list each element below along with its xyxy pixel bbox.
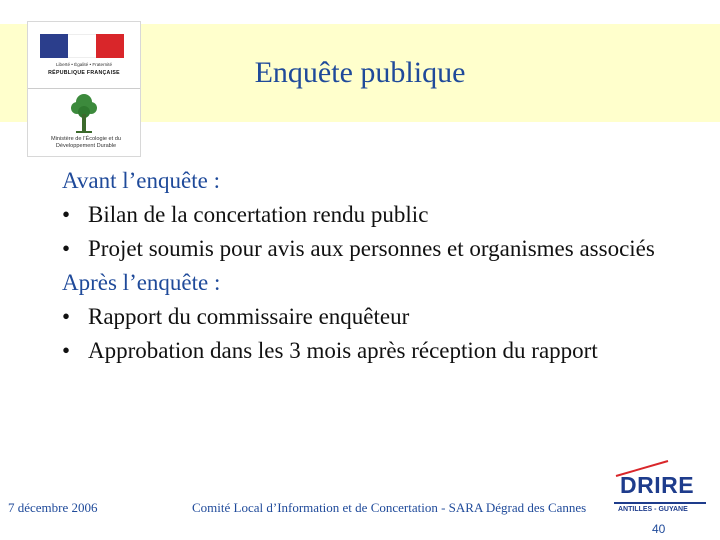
government-logo-block: [27, 21, 141, 157]
drire-name: DRIRE: [620, 472, 695, 498]
slide-content: [62, 164, 662, 368]
before-heading: Avant l’enquête :: [62, 168, 220, 193]
after-heading: Après l’enquête :: [62, 270, 221, 295]
tree-icon: [68, 92, 100, 134]
list-item: • Projet soumis pour avis aux personnes et organismes associés: [62, 232, 662, 266]
french-flag-icon: [40, 34, 124, 58]
list-item: • Bilan de la concertation rendu public: [62, 198, 662, 232]
list-item: • Rapport du commissaire enquêteur: [62, 300, 662, 334]
republique-name: RÉPUBLIQUE FRANÇAISE: [48, 70, 120, 76]
page-number: 40: [652, 522, 666, 536]
drire-logo: [608, 458, 708, 518]
footer-committee: Comité Local d’Information et de Concertation - SARA Dégrad des Cannes: [192, 500, 587, 515]
drire-divider: [614, 502, 706, 504]
ministry-name: Ministère de l’Écologie et du Développement Durable: [51, 136, 121, 149]
republique-logo: [28, 22, 140, 89]
slide-title: Enquête publique: [254, 56, 466, 89]
drire-region: ANTILLES - GUYANE: [618, 506, 688, 513]
footer-date: 7 décembre 2006: [8, 500, 98, 515]
list-item: • Approbation dans les 3 mois après réception du rapport: [62, 334, 662, 368]
republique-motto: Liberté • Égalité • Fraternité: [55, 62, 113, 67]
